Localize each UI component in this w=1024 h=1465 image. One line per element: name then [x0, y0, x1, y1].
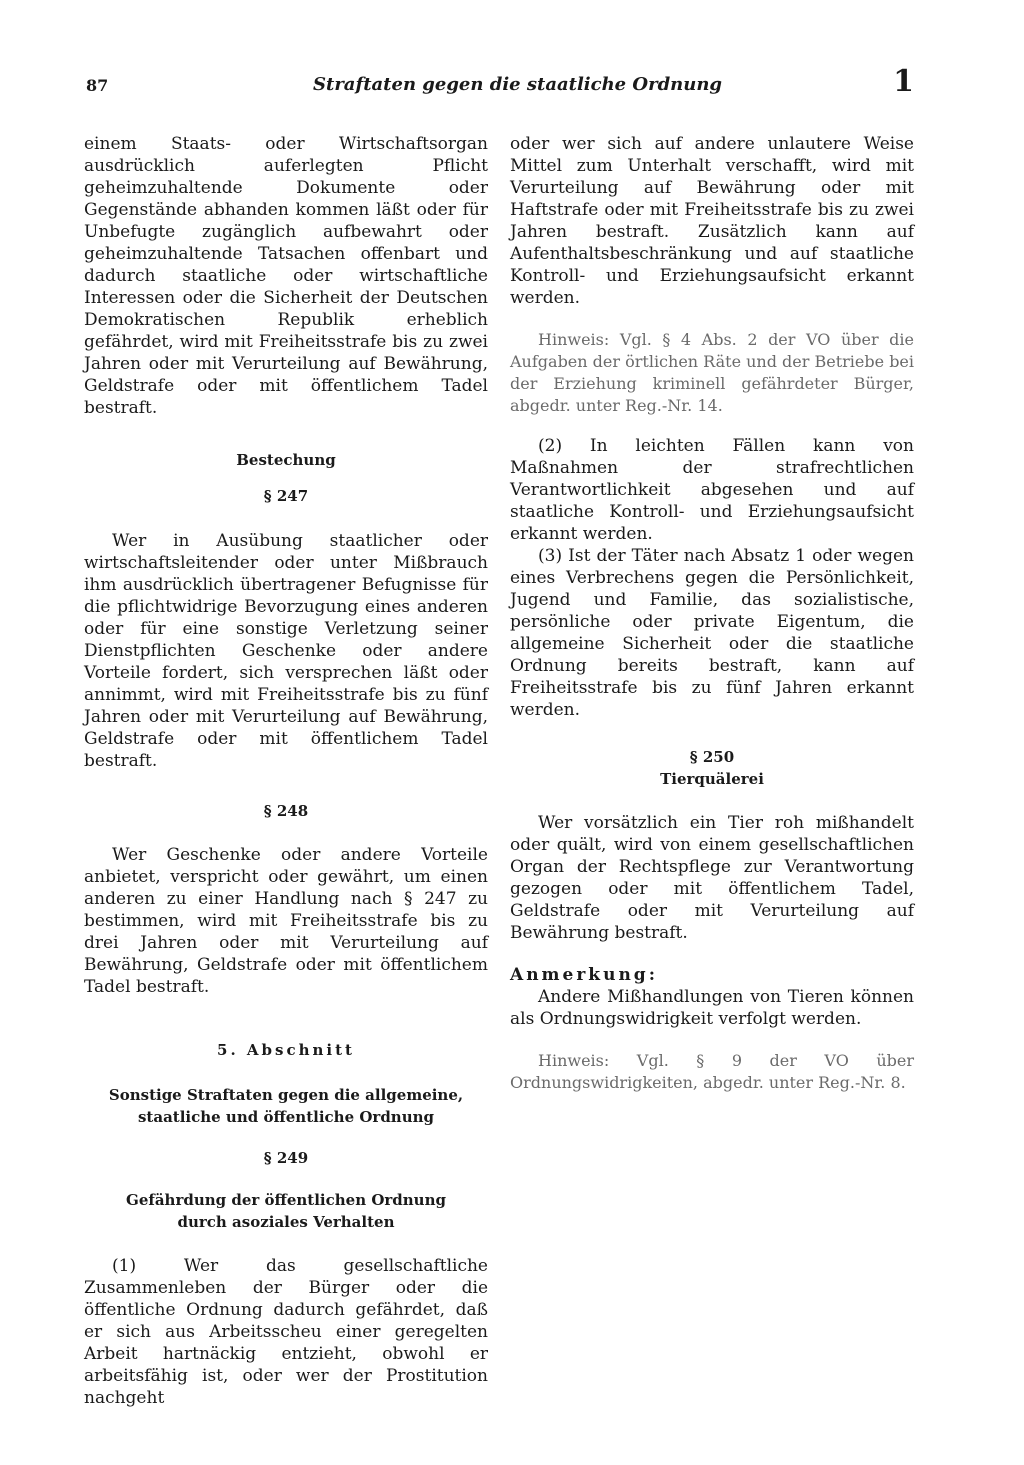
heading-bestechung: Bestechung	[236, 451, 336, 469]
section-247-number: § 247	[263, 487, 309, 505]
chapter-5-title-line-1: Sonstige Straftaten gegen die allgemeine,	[108, 1086, 464, 1104]
section-248-number: § 248	[263, 802, 309, 820]
section-250-number: § 250	[689, 748, 735, 766]
paragraph-249-3: (3) Ist der Täter nach Absatz 1 oder wegen eines Verbrechens gegen die Persönlichkeit, Jugend und Familie, das sozialistische, persönliche oder private Eigentum, die allgemeine Sicherheit oder die staatliche Ordnung bereits bestraft, kann auf Freiheitsstrafe bis zu fünf Jahren erkannt werden.	[510, 546, 914, 720]
right-column	[510, 133, 914, 1094]
section-249-title-line-1: Gefährdung der öffentlichen Ordnung	[126, 1191, 446, 1209]
page-header	[86, 64, 914, 102]
chapter-number: 1	[893, 64, 914, 99]
paragraph-249-2: (2) In leichten Fällen kann von Maßnahmen der strafrechtlichen Verantwortlichkeit abgesehen und auf staatliche Kontroll- und Erziehungsaufsicht erkannt werden.	[510, 436, 914, 544]
section-249-title-line-2: durch asoziales Verhalten	[177, 1213, 395, 1231]
chapter-5-heading: 5. Abschnitt	[217, 1041, 355, 1059]
page-number: 87	[86, 76, 109, 95]
hint-note-1: Hinweis: Vgl. § 4 Abs. 2 der VO über die Aufgaben der örtlichen Räte und der Betriebe bei der Erziehung kriminell gefährdeter Bürger, abgedr. unter Reg.-Nr. 14.	[510, 330, 915, 415]
annotation-text: Andere Mißhandlungen von Tieren können als Ordnungswidrigkeit verfolgt werden.	[510, 987, 914, 1029]
paragraph-249-1: (1) Wer das gesellschaftliche Zusammenleben der Bürger oder die öffentliche Ordnung dadurch gefährdet, daß er sich aus Arbeitsscheu einer geregelten Arbeit hartnäckig entzieht, obwohl er arbeitsfähig ist, oder wer der Prostitution nachgeht	[84, 1256, 488, 1408]
hint-note-2: Hinweis: Vgl. § 9 der VO über Ordnungswidrigkeiten, abgedr. unter Reg.-Nr. 8.	[510, 1051, 914, 1092]
paragraph-249-1-continued: oder wer sich auf andere unlautere Weise Mittel zum Unterhalt verschafft, wird mit Verurteilung auf Bewährung oder mit Haftstrafe oder mit Freiheitsstrafe bis zu zwei Jahren bestraft. Zusätzlich kann auf Aufenthaltsbeschränkung und auf staatliche Kontroll- und Erziehungsaufsicht erkannt werden.	[510, 134, 914, 308]
running-head: Straftaten gegen die staatliche Ordnung	[313, 74, 722, 95]
paragraph-250: Wer vorsätzlich ein Tier roh mißhandelt oder quält, wird von einem gesellschaftlichen Organ der Rechtspflege zur Verantwortung gezogen oder mit öffentlichem Tadel, Geldstrafe oder mit Verurteilung auf Bewährung bestraft.	[510, 813, 914, 943]
section-249-number: § 249	[263, 1149, 309, 1167]
paragraph-246-continued: einem Staats- oder Wirtschaftsorgan ausdrücklich auferlegten Pflicht geheimzuhaltende Dokumente oder Gegenstände abhanden kommen läßt oder für Unbefugte zugänglich aufbewahrt oder geheimzuhaltende Tatsachen offenbart und dadurch staatliche oder wirtschaftliche Interessen oder die Sicherheit der Deutschen Demokratischen Republik erheblich gefährdet, wird mit Freiheitsstrafe bis zu zwei Jahren oder mit Verurteilung auf Bewährung, Geldstrafe oder mit öffentlichem Tadel bestraft.	[84, 134, 488, 418]
left-column	[84, 133, 488, 1409]
annotation-label: Anmerkung:	[510, 965, 658, 985]
paragraph-247: Wer in Ausübung staatlicher oder wirtschaftsleitender oder unter Mißbrauch ihm ausdrücklich übertragener Befugnisse für die pflichtwidrige Bevorzugung eines anderen oder für eine sonstige Verletzung seiner Dienstpflichten Geschenke oder andere Vorteile fordert, sich versprechen läßt oder annimmt, wird mit Freiheitsstrafe bis zu fünf Jahren oder mit Verurteilung auf Bewährung, Geldstrafe oder mit öffentlichem Tadel bestraft.	[84, 531, 488, 771]
section-250-title: Tierquälerei	[660, 770, 764, 788]
paragraph-248: Wer Geschenke oder andere Vorteile anbietet, verspricht oder gewährt, um einen anderen zu einer Handlung nach § 247 zu bestimmen, wird mit Freiheitsstrafe bis zu drei Jahren oder mit Verurteilung auf Bewährung, Geldstrafe oder mit öffentlichem Tadel bestraft.	[84, 845, 488, 997]
chapter-5-title-line-2: staatliche und öffentliche Ordnung	[137, 1108, 435, 1126]
